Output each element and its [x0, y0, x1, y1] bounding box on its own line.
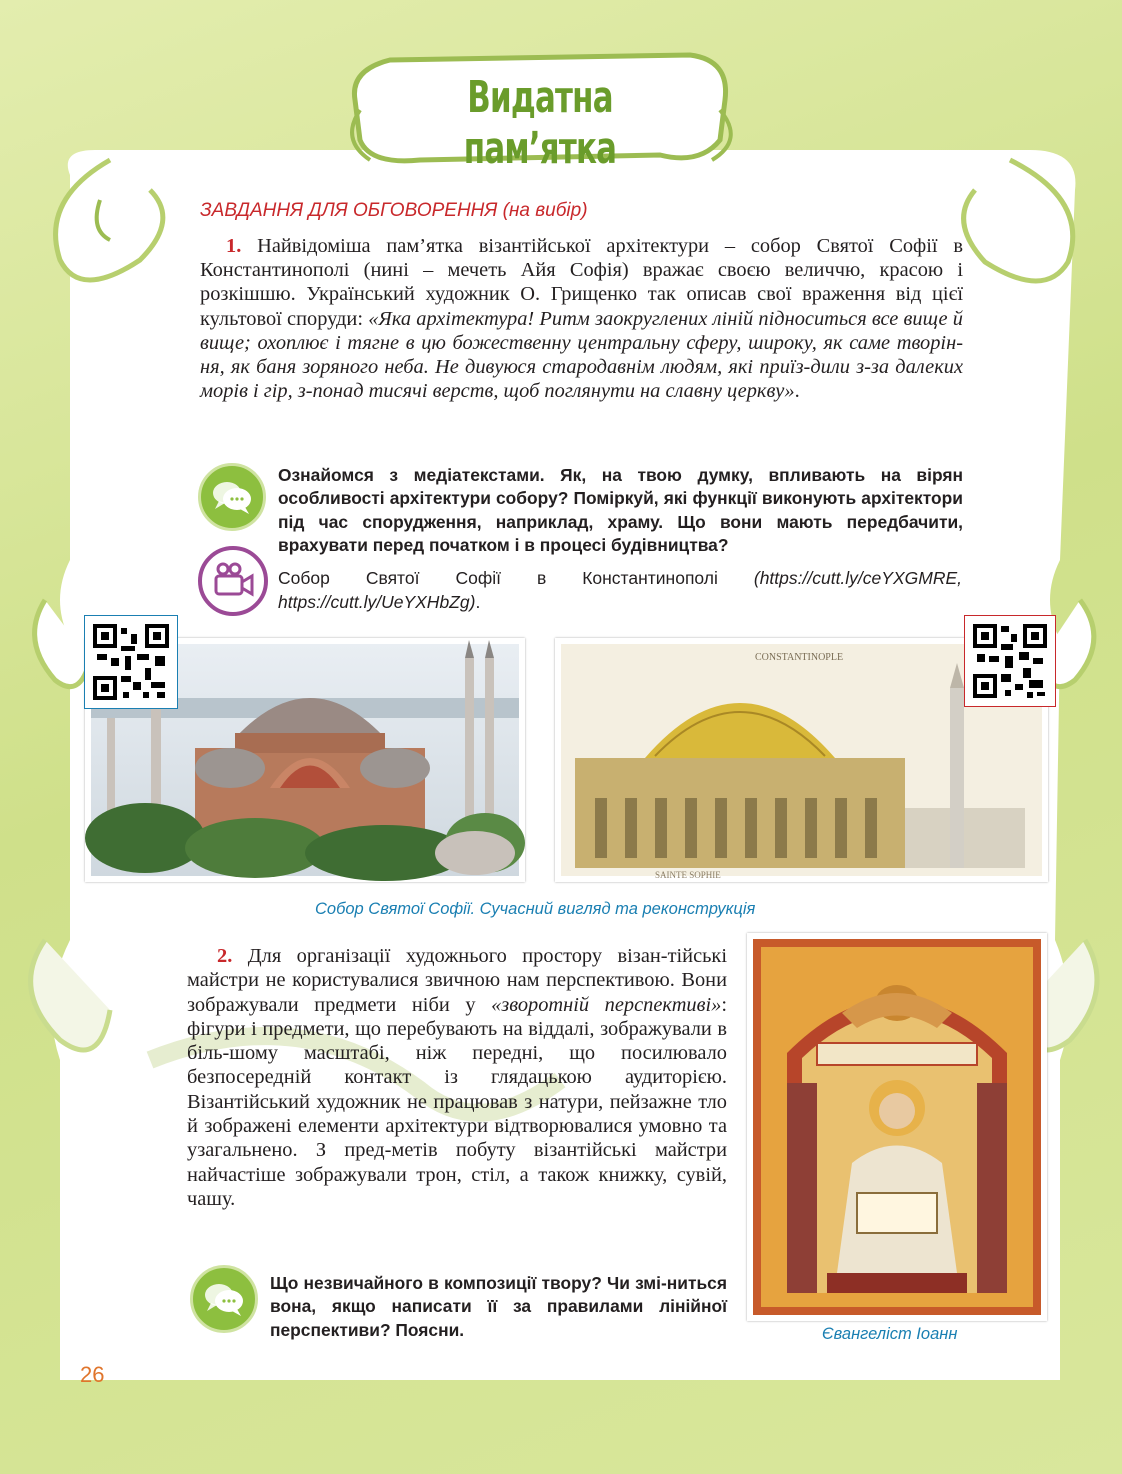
task-2-number: 2.: [217, 945, 233, 967]
task-heading: ЗАВДАННЯ ДЛЯ ОБГОВОРЕННЯ (на вибір): [200, 200, 588, 221]
task-2-text-b: : фігури і предмети, що перебувають на віддалі, зображували в біль-шому масштабі, ніж передні, що посилювало безпосередній контакт із глядацькою аудиторією. Візантійський художник не працював з натури, пейзажне тло й зображені елементи архітектури відтворювалися умовно та узагальнено. З пред-метів побуту візантійські майстри найчастіше зображували трон, стіл, а також книжку, сувій, чашу.: [187, 993, 727, 1210]
video-icon: [198, 546, 268, 616]
discussion-question-1: Ознайомся з медіатекстами. Як, на твою думку, впливають на вірян особливості архітектури собору? Поміркуй, які функції виконують архітектори під час спорудження, наприклад, храму. Що вони мають передбачити, врахувати перед початком і в процесі будівництва?: [278, 465, 963, 556]
discussion-icon: [198, 463, 266, 531]
task-1-paragraph: [200, 234, 963, 403]
drawing-label: CONSTANTINOPLE: [755, 652, 844, 663]
page-number: 26: [80, 1362, 105, 1387]
section-title: Видатна пам’ятка: [463, 72, 617, 174]
task-1-number: 1.: [226, 235, 242, 257]
icon-caption: Євангеліст Іоанн: [822, 1325, 958, 1343]
drawing-bottom-label: SAINTE SOPHIE: [655, 870, 721, 880]
task-1-end: .: [794, 380, 800, 403]
media-end: .: [475, 591, 481, 612]
task-1-quote: «Яка архітектура! Ритм заокруглених ліній підноситься все вище й вище; охоплює і тягне в цю божественну центральну сферу, широку, як саме творін-ня, як баня зоряного неба. Не дивуюся стародавнім людям, які приїз-дили з-за далеких морів і гір, з-понад тисячі верств, щоб поглянути на славну церкву»: [200, 307, 963, 403]
media-links[interactable]: (https://cutt.ly/ceYXGMRE,: [753, 568, 962, 588]
task-2-text-a: Для організації художнього простору візан-тійські майстри не користувалися звичною нам перспективою. Вони зображували предмети ніби у: [187, 945, 727, 1016]
media-links-2[interactable]: https://cutt.ly/UeYXHbZg): [278, 591, 476, 612]
discussion-question-2: Що незвичайного в композиції твору? Чи змі-ниться вона, якщо написати її за правилами лінійної перспективи? Поясни.: [270, 1273, 727, 1340]
qr-code-left[interactable]: [84, 615, 178, 709]
task-2-paragraph: [187, 944, 727, 1211]
evangelist-john-icon: [747, 933, 1047, 1321]
discussion-icon-2: [190, 1265, 258, 1333]
photos-caption: Собор Святої Софії. Сучасний вигляд та реконструкція: [315, 900, 756, 918]
media-label: Собор Святої Софії в Константинополі: [278, 568, 718, 588]
media-link-text: [278, 567, 962, 614]
task-1-text: Найвідоміша пам’ятка візантійської архітектури – собор Святої Софії в Константинополі (нині – мечеть Айя Софія) вражає своєю величчю, красою і розкішшю. Український художник О. Грищенко так описав свої враження від цієї культової споруди:: [200, 235, 963, 330]
qr-code-right[interactable]: [964, 615, 1056, 707]
task-2-italic: «зворотній перспективі»: [491, 993, 722, 1016]
